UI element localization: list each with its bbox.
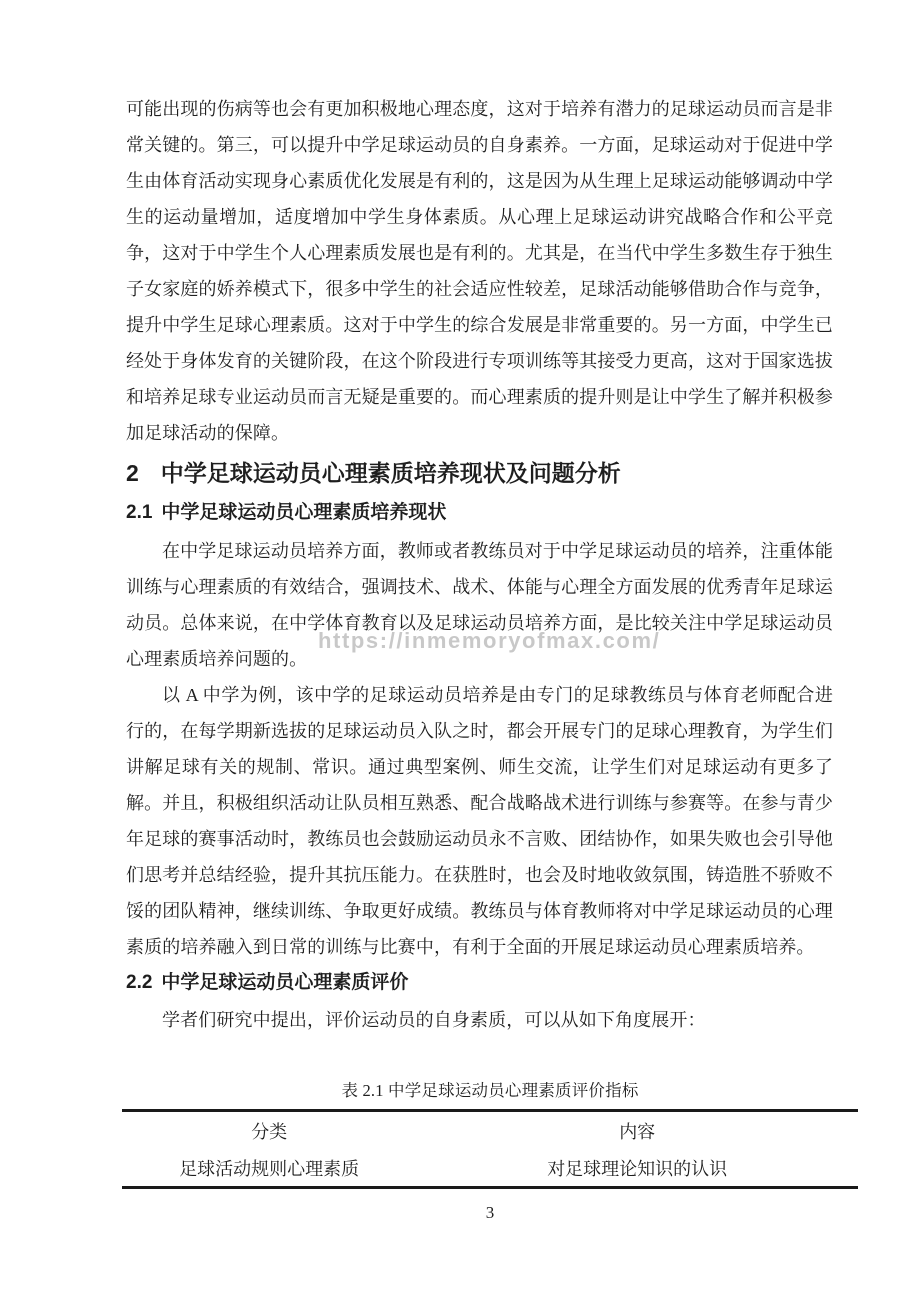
subsection-title: 中学足球运动员心理素质培养现状 <box>161 502 447 523</box>
section-2-heading <box>126 458 833 488</box>
subsection-title: 中学足球运动员心理素质评价 <box>161 972 409 993</box>
watermark: https://inmemoryofmax.com/ <box>318 628 661 653</box>
subsection-number: 2.2 <box>126 972 153 993</box>
paragraph-continuation: 可能出现的伤病等也会有更加积极地心理态度，这对于培养有潜力的足球运动员而言是非常关键的。第三，可以提升中学足球运动员的自身素养。一方面，足球运动对于促进中学生由体育活动实现身心素质优化发展是有利的，这是因为从生理上足球运动能够调动中学生的运动量增加，适度增加中学生身体素质。从心理上足球运动讲究战略合作和公平竞争，这对于中学生个人心理素质发展也是有利的。尤其是，在当代中学生多数生存于独生子女家庭的娇养模式下，很多中学生的社会适应性较差，足球活动能够借助合作与竞争，提升中学生足球心理素质。这对于中学生的综合发展是非常重要的。另一方面，中学生已经处于身体发育的关键阶段，在这个阶段进行专项训练等其接受力更高，这对于国家选拔和培养足球专业运动员而言无疑是重要的。而心理素质的提升则是让中学生了解并积极参加足球活动的保障。 <box>126 99 833 443</box>
paragraph: 在中学足球运动员培养方面，教师或者教练员对于中学足球运动员的培养，注重体能训练与心理素质的有效结合，强调技术、战术、体能与心理全方面发展的优秀青年足球运动员。总体来说，在中学体育教育以及足球运动员培养方面，是比较关注中学足球运动员心理素质培养问题的。 <box>126 541 833 669</box>
section-title: 中学足球运动员心理素质培养现状及问题分析 <box>160 460 621 486</box>
table-header-cell-category: 分类 <box>251 1121 288 1142</box>
paragraph: 学者们研究中提出，评价运动员的自身素质，可以从如下角度展开： <box>162 1010 706 1030</box>
subsection-2-1-heading <box>126 500 833 526</box>
table-cell-content: 对足球理论知识的认识 <box>547 1158 728 1179</box>
table-cell-category: 足球活动规则心理素质 <box>179 1158 360 1179</box>
table-area <box>122 1079 858 1189</box>
table-caption: 表 2.1 中学足球运动员心理素质评价指标 <box>341 1081 639 1100</box>
table-header-cell-content: 内容 <box>619 1121 656 1142</box>
text-column <box>126 0 833 1038</box>
section-number: 2 <box>126 460 139 486</box>
table-header-row <box>122 1112 858 1149</box>
subsection-2-2-heading <box>126 970 833 996</box>
evaluation-table <box>122 1109 858 1189</box>
paragraph: 以 A 中学为例，该中学的足球运动员培养是由专门的足球教练员与体育老师配合进行的，在每学期新选拔的足球运动员入队之时，都会开展专门的足球心理教育，为学生们讲解足球有关的规制、常识。通过典型案例、师生交流，让学生们对足球运动有更多了解。并且，积极组织活动让队员相互熟悉、配合战略战术进行训练与参赛等。在参与青少年足球的赛事活动时，教练员也会鼓励运动员永不言败、团结协作，如果失败也会引导他们思考并总结经验，提升其抗压能力。在获胜时，也会及时地收敛氛围，铸造胜不骄败不馁的团队精神，继续训练、争取更好成绩。教练员与体育教师将对中学足球运动员的心理素质的培养融入到日常的训练与比赛中，有利于全面的开展足球运动员心理素质培养。 <box>126 685 833 957</box>
subsection-number: 2.1 <box>126 502 153 523</box>
table-row <box>122 1149 858 1186</box>
page-number: 3 <box>485 1203 495 1222</box>
